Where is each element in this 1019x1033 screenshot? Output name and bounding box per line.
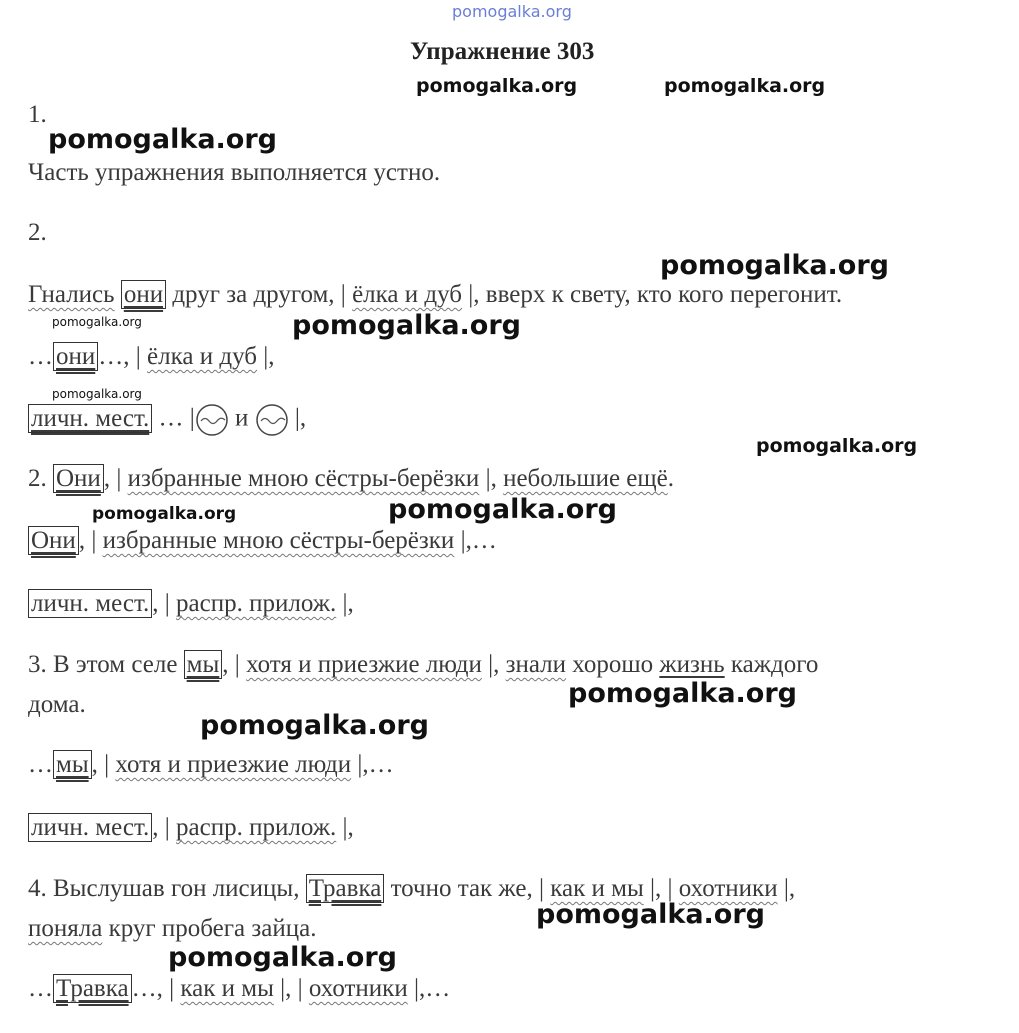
- text-span: …, |: [98, 343, 148, 370]
- scheme-line: [28, 526, 497, 556]
- watermark-top: pomogalka.org: [452, 2, 572, 21]
- text-span: …: [28, 975, 53, 1002]
- watermark: pomogalka.org: [756, 435, 918, 457]
- sentence-line: [28, 464, 674, 494]
- subject-box: они: [121, 280, 166, 309]
- text-span: |,: [481, 651, 506, 678]
- text-span: |,: [288, 404, 307, 432]
- text-span: , |: [91, 751, 116, 778]
- appositive: избранные мною сёстры-берёзки: [127, 465, 480, 492]
- paragraph: Часть упражнения выполняется устно.: [28, 159, 441, 186]
- text-span: точно так же, |: [384, 875, 551, 902]
- predicate: небольшие ещё: [503, 465, 668, 492]
- watermark: pomogalka.org: [52, 315, 142, 329]
- text-span: |,: [777, 875, 796, 902]
- scheme-line: [28, 974, 450, 1004]
- scheme-line: [28, 403, 306, 437]
- scheme-box: личн. мест.: [28, 589, 152, 618]
- sentence-line: дома.: [28, 691, 86, 718]
- object: жизнь: [659, 651, 725, 678]
- scheme-line: [28, 750, 394, 780]
- appositive: охотники: [678, 875, 778, 902]
- watermark: pomogalka.org: [200, 710, 429, 741]
- appositive: распр. прилож.: [176, 590, 337, 617]
- watermark: pomogalka.org: [536, 899, 765, 930]
- sentence-line: [28, 280, 842, 310]
- appositive: ёлка и дуб: [147, 343, 257, 370]
- appositive: хотя и приезжие люди: [115, 751, 352, 778]
- scheme-line: [28, 589, 354, 619]
- sentence-line: [28, 650, 818, 680]
- text-span: |,…: [407, 975, 451, 1002]
- text-span: и: [228, 404, 255, 432]
- predicate: поняла: [28, 915, 103, 942]
- text-span: …, |: [131, 975, 181, 1002]
- subject-box: Они: [53, 464, 104, 493]
- appositive: охотники: [308, 975, 408, 1002]
- text-span: …: [28, 343, 53, 370]
- predicate: Гнались: [28, 281, 115, 308]
- text-span: … |: [152, 404, 195, 432]
- comparison: как и мы: [180, 975, 274, 1002]
- text-span: |,: [256, 343, 275, 370]
- item-number: 1.: [28, 101, 47, 128]
- text-span: круг пробега зайца.: [102, 915, 317, 942]
- text-span: |,…: [351, 751, 394, 778]
- text-span: 2.: [28, 465, 53, 492]
- wavy-circle-icon: [255, 403, 289, 437]
- wavy-circle-icon: [195, 403, 229, 437]
- text-span: |, |: [273, 975, 309, 1002]
- appositive: ёлка и дуб: [352, 281, 463, 308]
- watermark: pomogalka.org: [48, 124, 277, 155]
- watermark: pomogalka.org: [52, 387, 142, 401]
- appositive: распр. прилож.: [176, 814, 337, 841]
- text-span: .: [667, 465, 674, 492]
- watermark: pomogalka.org: [568, 678, 797, 709]
- watermark: pomogalka.org: [388, 494, 617, 525]
- text-span: , |: [103, 465, 128, 492]
- scheme-line: [28, 813, 354, 843]
- text-span: |,…: [454, 527, 497, 554]
- text-span: , |: [152, 590, 177, 617]
- text-span: , |: [152, 814, 177, 841]
- text-span: |,: [336, 590, 354, 617]
- sentence-line: [28, 874, 795, 904]
- text-span: , |: [222, 651, 247, 678]
- subject-box: мы: [184, 650, 223, 679]
- subject-box: они: [53, 342, 98, 371]
- text-span: друг за другом, |: [166, 281, 353, 308]
- watermark: pomogalka.org: [92, 504, 237, 524]
- page-title: Упражнение 303: [410, 38, 595, 65]
- scheme-box: личн. мест.: [28, 404, 152, 433]
- scheme-box: личн. мест.: [28, 813, 152, 842]
- text-span: 4. Выслушав гон лисицы,: [28, 875, 306, 902]
- item-number: 2.: [28, 219, 47, 246]
- appositive: хотя и приезжие люди: [246, 651, 482, 678]
- text-span: хорошо: [566, 651, 660, 678]
- subject-box: мы: [53, 750, 92, 779]
- text-span: |, |: [643, 875, 679, 902]
- subject-box: Травка: [306, 874, 385, 903]
- text-span: |,: [336, 814, 354, 841]
- text-span: , |: [78, 527, 103, 554]
- subject-box: Травка: [53, 974, 132, 1003]
- subject-box: Они: [28, 526, 79, 555]
- scheme-line: [28, 342, 274, 372]
- sentence-line: [28, 914, 316, 944]
- watermark: pomogalka.org: [660, 250, 889, 281]
- text-span: 3. В этом селе: [28, 651, 184, 678]
- text-span: |,: [479, 465, 504, 492]
- watermark: pomogalka.org: [168, 942, 397, 973]
- text-span: …: [28, 751, 53, 778]
- text-span: |, вверх к свету, кто кого перегонит.: [462, 281, 843, 308]
- appositive: избранные мною сёстры-берёзки: [102, 527, 455, 554]
- watermark: pomogalka.org: [664, 75, 826, 97]
- predicate: знали: [505, 651, 567, 678]
- watermark: pomogalka.org: [416, 75, 578, 97]
- watermark: pomogalka.org: [292, 310, 521, 341]
- comparison: как и мы: [550, 875, 644, 902]
- text-span: каждого: [724, 651, 819, 678]
